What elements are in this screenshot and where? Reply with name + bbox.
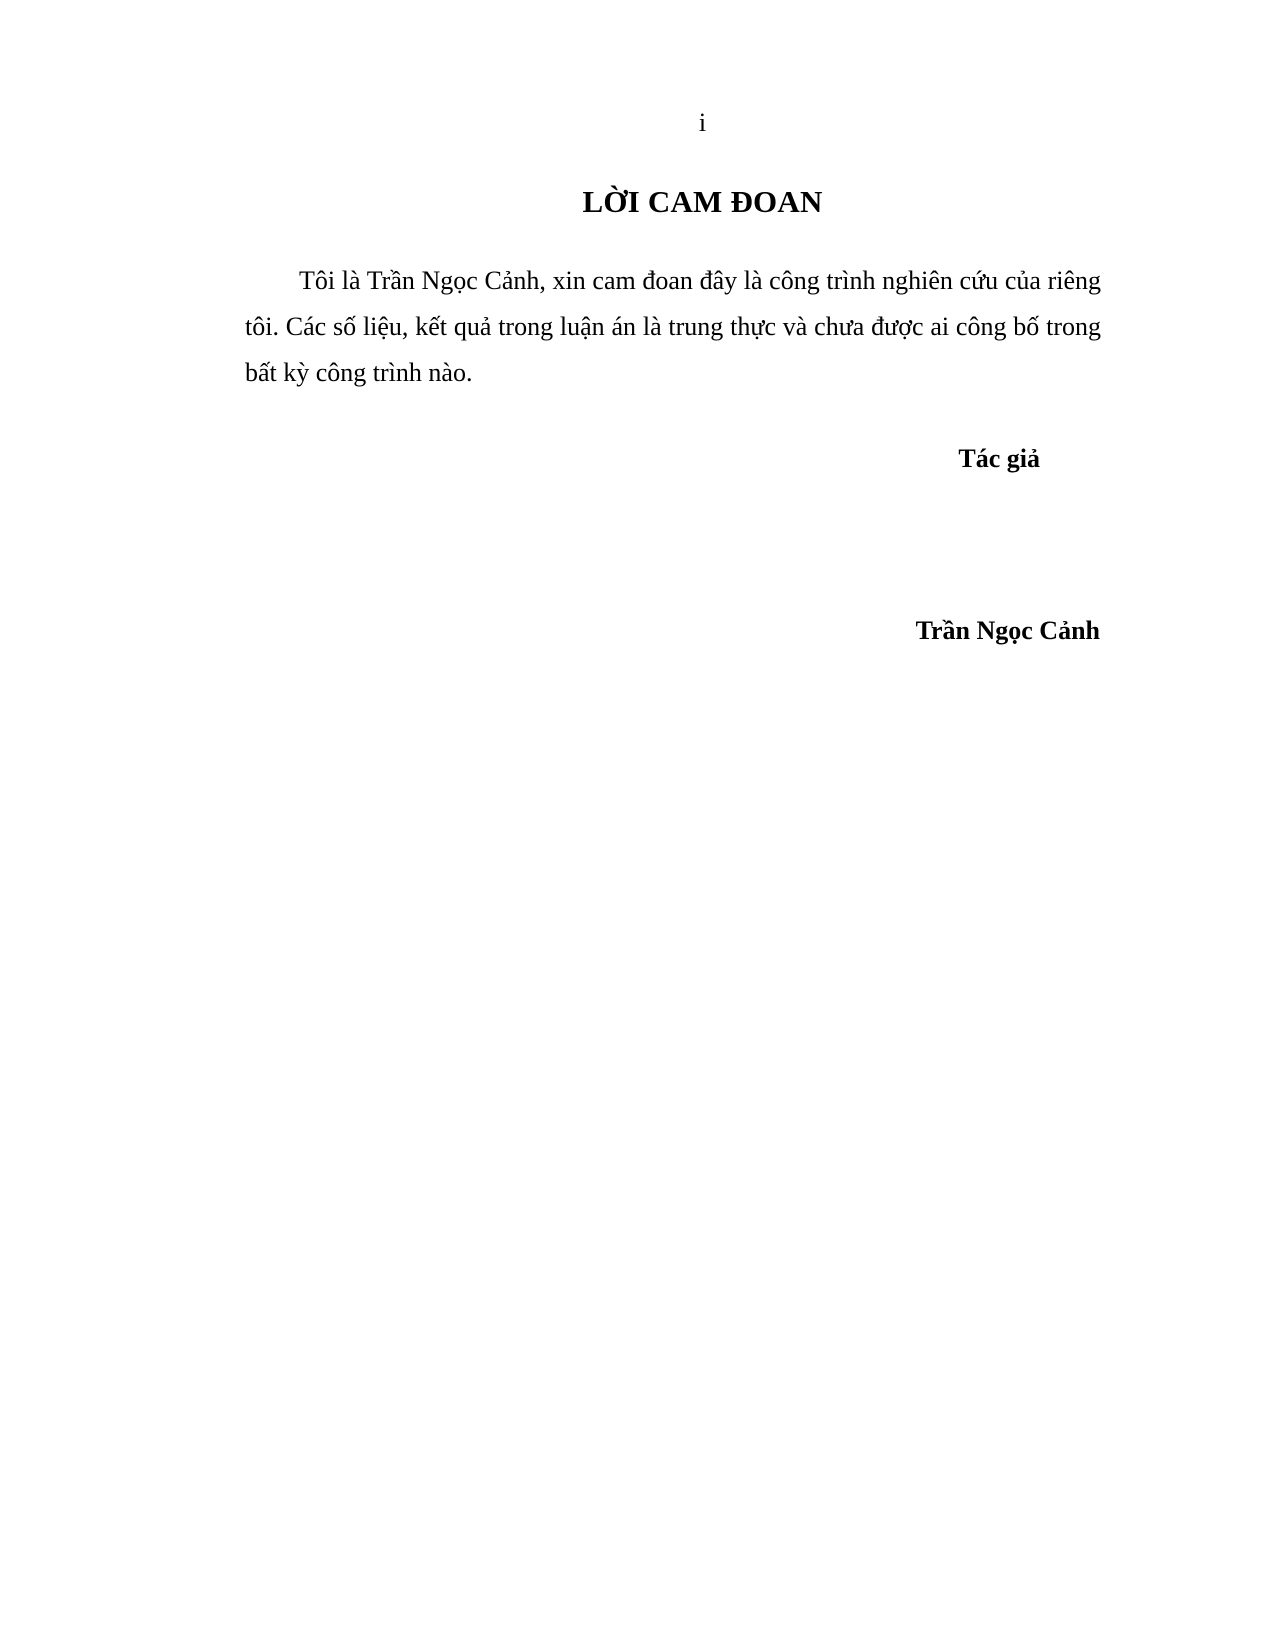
author-name: Trần Ngọc Cảnh bbox=[915, 616, 1100, 645]
author-label: Tác giả bbox=[958, 444, 1040, 473]
page-title: LỜI CAM ĐOAN bbox=[582, 184, 823, 219]
declaration-paragraph: Tôi là Trần Ngọc Cảnh, xin cam đoan đây là công trình nghiên cứu của riêng tôi. Các số liệu, kết quả trong luận án là trung thực và chưa được ai công bố trong bất kỳ công trình nào. bbox=[245, 266, 1101, 387]
page-number: i bbox=[698, 108, 707, 137]
